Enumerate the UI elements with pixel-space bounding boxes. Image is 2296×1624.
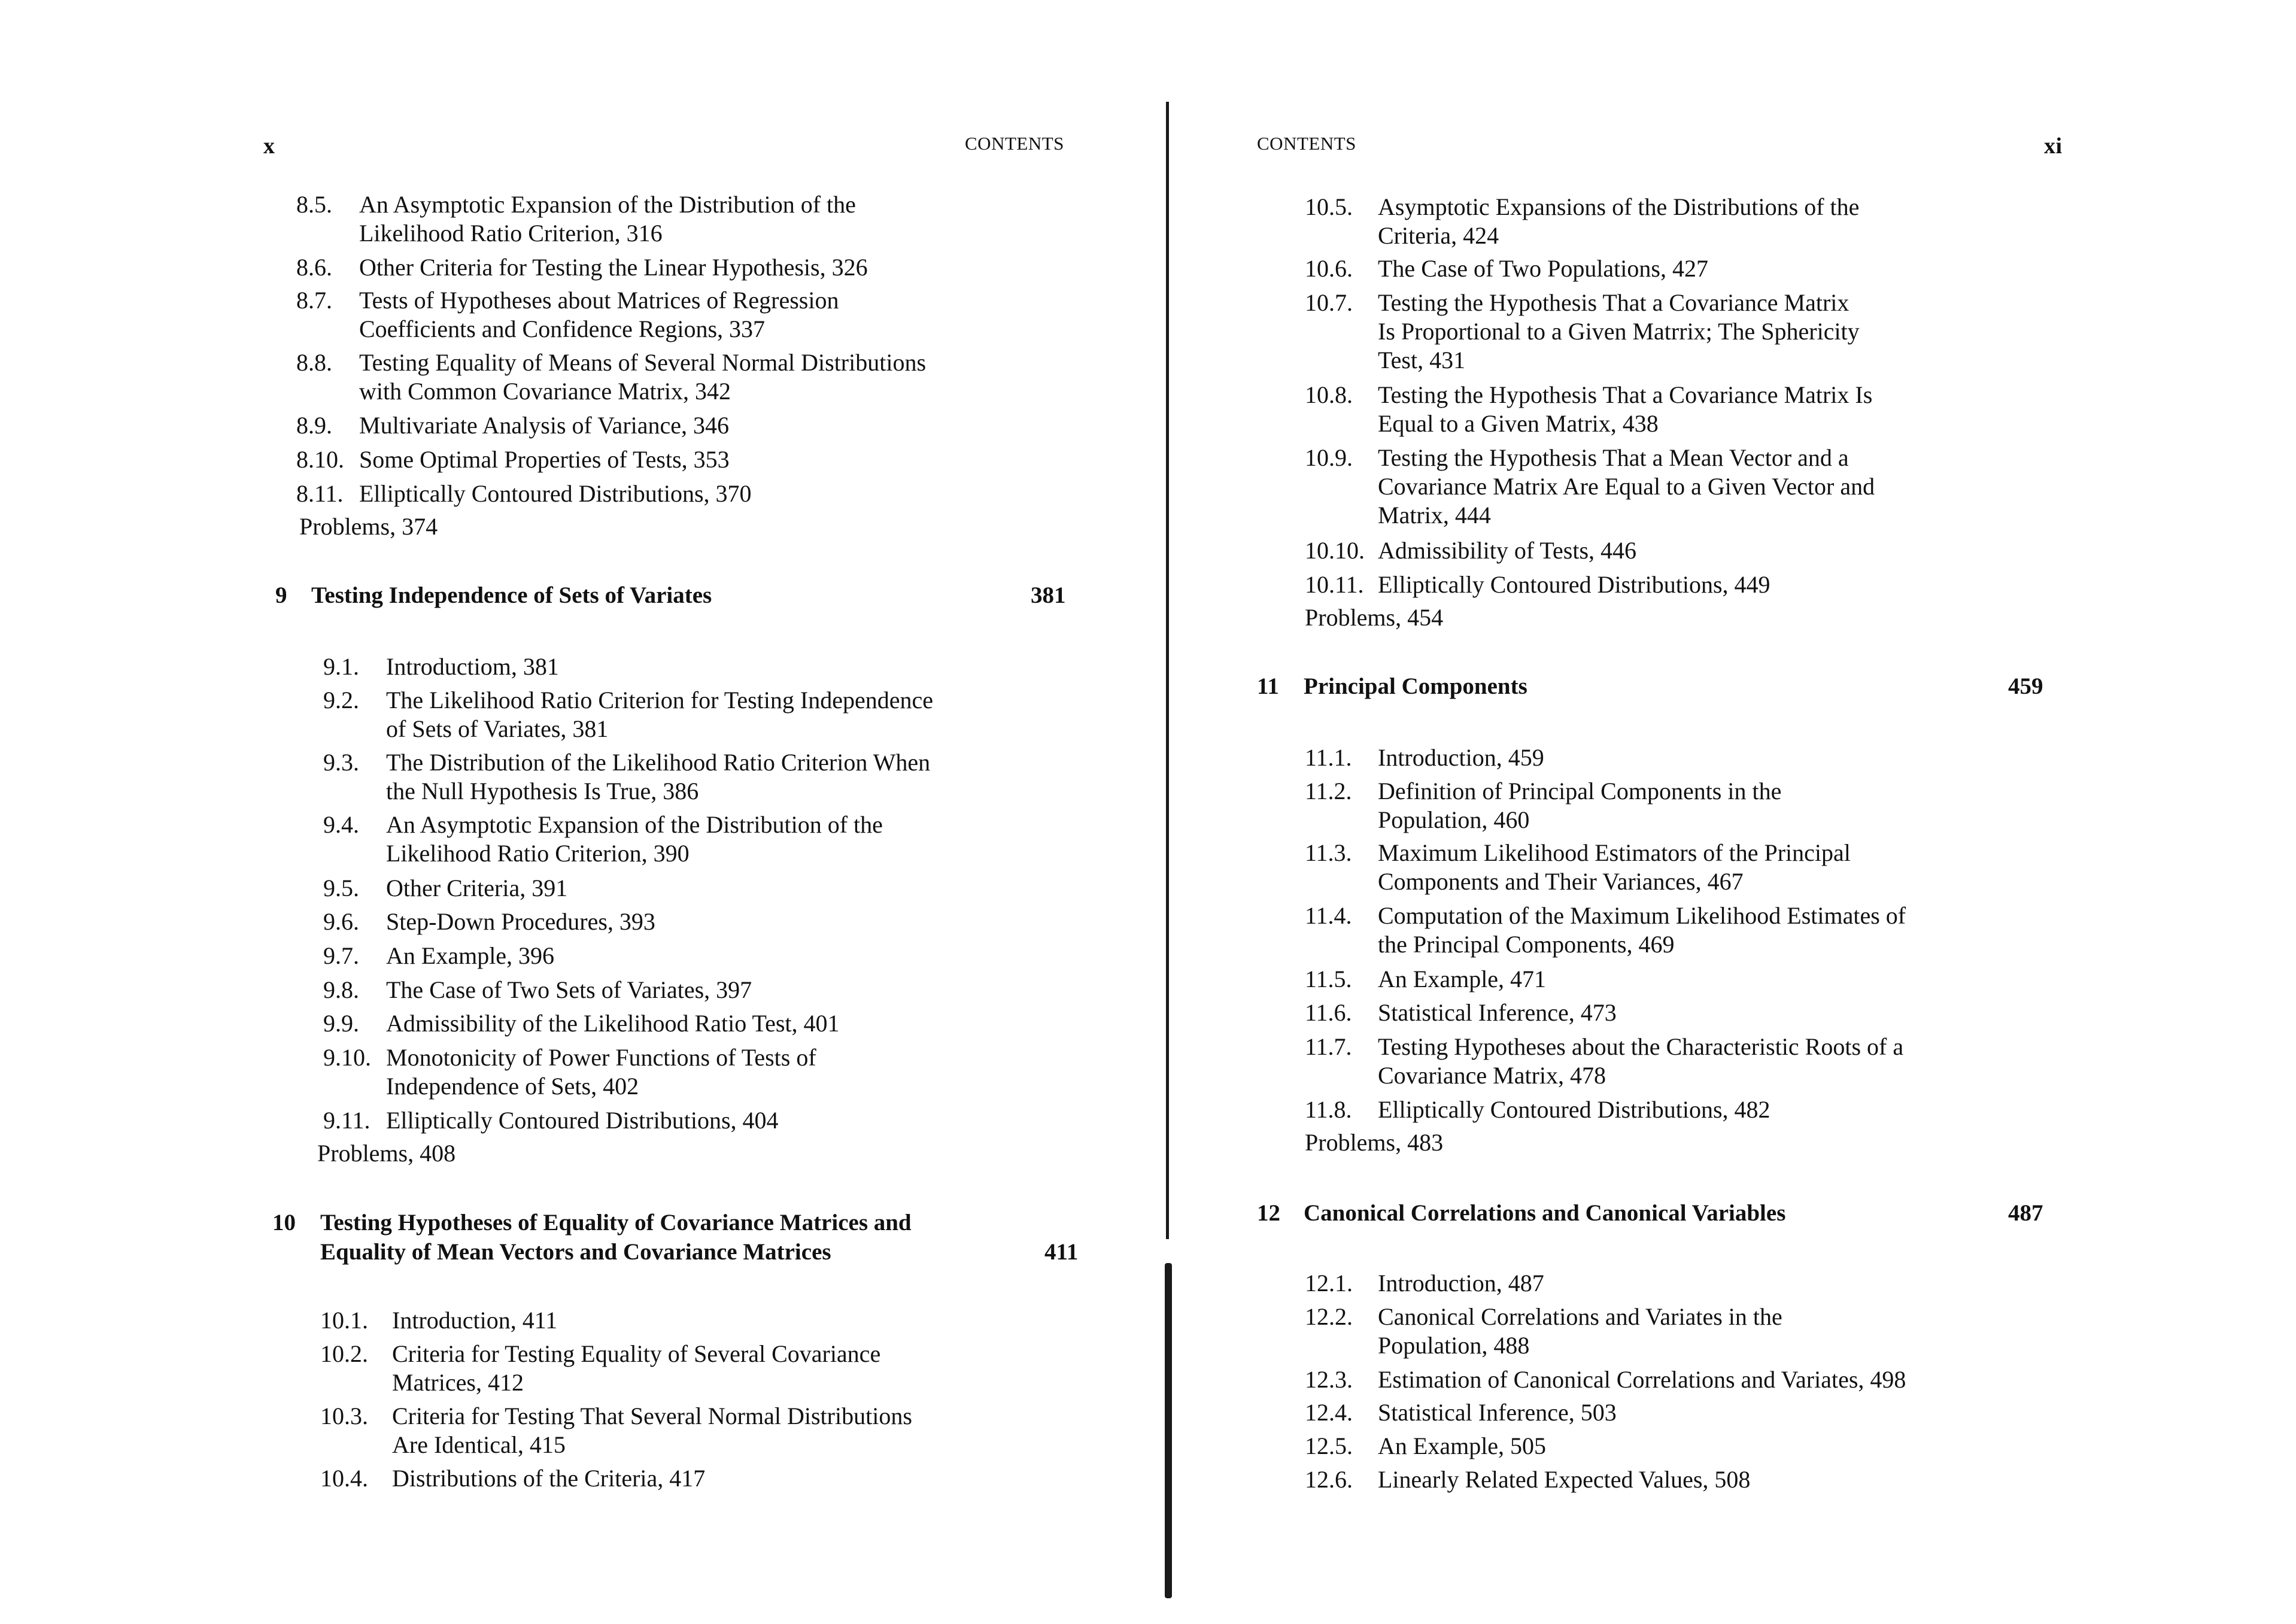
- binding-gutter: [1166, 102, 1169, 1239]
- problems-entry: Problems, 374: [299, 513, 438, 540]
- problems-entry: Problems, 408: [317, 1140, 456, 1167]
- running-head: CONTENTS: [1257, 133, 1356, 154]
- folio: x: [263, 133, 275, 159]
- left-page: x CONTENTS 8.5. An Asymptotic Expansion of the Distribution of the Likelihood Ratio Criterion, 316 8.6. Other Criteria for Testing the Linear Hypothesis, 326 8.7. Tests of Hypotheses about Matrices of Regression Coefficients and Confidence Regions, 337 8.8. Testing Equality of Means of Several Normal Distributions with Common Covariance Matrix, 342 8.9. Multivariate Analysis of Variance, 346 8.10. Some Optimal Properties of Tests, 353 8.11. Elliptically Contoured Distributions, 370 Problems, 374 9 Testing Independence of Sets of Variates 381 9.1. Introductiom, 381 9.2. The Likelihood Ratio Criterion for Testing Independence of Sets of Variates, 381 9.3. The Distribution of the Likelihood Ratio Criterion When the Null Hypothesis Is True, 386 9.4. An Asymptotic Expansion of the Distribution of the Likelihood Ratio Criterion, 390 9.5. Other Criteria, 391 9.6. Step-Down Procedures, 393 9.7. An Example, 396 9.8. The Case of Two Sets of Variates, 397 9.9. Admissibility of the Likelihood Ratio Test, 401 9.10. Monotonicity of Power Functions of Tests of Independence of Sets, 402 9.11. Elliptically Contoured Distributions, 404 Problems, 408 10 Testing Hypotheses of Equality of Covariance Matrices and Equality of Mean Vectors and Covariance Matrices 411 10.1. Introduction, 411 10.2. Criteria for Testing Equality of Several Covariance Matrices, 412 10.3. Criteria for Testing That Several Normal Distributions Are Identical, 415 10.4. Distributions of the Criteria, 417: [263, 133, 1079, 1492]
- binding-gutter-shadow: [1165, 1263, 1172, 1598]
- problems-entry: Problems, 454: [1305, 604, 1444, 631]
- folio: xi: [2044, 133, 2063, 159]
- running-head: CONTENTS: [965, 133, 1064, 154]
- right-page: CONTENTS xi 10.5. Asymptotic Expansions of the Distributions of the Criteria, 424 10.6. The Case of Two Populations, 427 10.7. Testing the Hypothesis That a Covariance Matrix Is Proportional to a Given Matrrix; The Sphericity Test, 431 10.8. Testing the Hypothesis That a Covariance Matrix Is Equal to a Given Matrix, 438 10.9. Testing the Hypothesis That a Mean Vector and a Covariance Matrix Are Equal to a Given Vector and Matrix, 444 10.10. Admissibility of Tests, 446 10.11. Elliptically Contoured Distributions, 449 Problems, 454 11 Principal Components 459 11.1. Introduction, 459 11.2. Definition of Principal Components in the Population, 460 11.3. Maximum Likelihood Estimators of the Principal Components and Their Variances, 467 11.4. Computation of the Maximum Likelihood Estimates of the Principal Components, 469 11.5. An Example, 471 11.6. Statistical Inference, 473 11.7. Testing Hypotheses about the Characteristic Roots of a Covariance Matrix, 478 11.8. Elliptically Contoured Distributions, 482 Problems, 483 12 Canonical Correlations and Canonical Variables 487 12.1. Introduction, 487 12.2. Canonical Correlations and Variates in the Population, 488 12.3. Estimation of Canonical Correlations and Variates, 498 12.4. Statistical Inference, 503 12.5. An Example, 505 12.6. Linearly Related Expected Values, 508: [1257, 133, 2063, 1493]
- problems-entry: Problems, 483: [1305, 1129, 1444, 1156]
